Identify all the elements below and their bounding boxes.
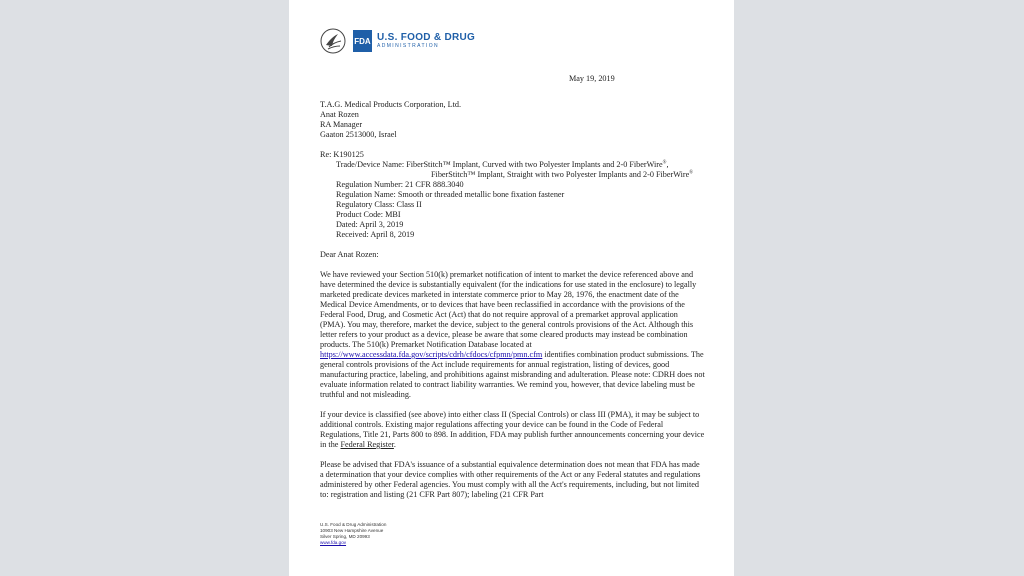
- letter-date: May 19, 2019: [569, 74, 615, 83]
- paragraph-3: Please be advised that FDA's issuance of a substantial equivalence determination does not mean that FDA has made a determination that your device complies with other requirements of the Act or any Federal statutes and regulations administered by other Federal agencies. You must comply with all the Act's requirements, including, but not limited to: registration and listing (21 CFR Part 807); labeling (21 CFR Part: [320, 460, 701, 499]
- fda-website-link[interactable]: www.fda.gov: [320, 540, 347, 545]
- letter-footer: [320, 522, 386, 546]
- detail-line: Regulatory Class: Class II: [336, 200, 422, 209]
- agency-name-top: U.S. FOOD & DRUG: [377, 32, 476, 43]
- address-line: T.A.G. Medical Products Corporation, Ltd.: [320, 100, 462, 109]
- paragraph-2: If your device is classified (see above) into either class II (Special Controls) or class III (PMA), it may be subject to additional controls. Existing major regulations affecting your device can be found in the Code of Federal Regulations, Title 21, Parts 800 to 898. In addition, FDA may publish further announcements concerning your device in the Federal Register.: [320, 410, 705, 449]
- reg-mark: ®: [662, 160, 667, 166]
- detail-line: Regulation Name: Smooth or threaded metallic bone fixation fastener: [336, 190, 565, 199]
- detail-line: Received: April 8, 2019: [336, 230, 415, 239]
- reg-mark: ®: [689, 170, 694, 176]
- fda-logo: [320, 28, 475, 54]
- agency-name-bottom: ADMINISTRATION: [377, 43, 440, 49]
- agency-name: [377, 32, 475, 50]
- footer-line: Silver Spring, MD 20993: [320, 534, 370, 539]
- hhs-eagle-icon: [320, 28, 346, 54]
- letter-page: [289, 0, 734, 576]
- address-line: Gaaton 2513000, Israel: [320, 130, 397, 139]
- re-line: Re: K190125: [320, 150, 364, 159]
- federal-register-link[interactable]: Federal Register: [340, 440, 394, 449]
- address-line: RA Manager: [320, 120, 363, 129]
- detail-line: Dated: April 3, 2019: [336, 220, 404, 229]
- recipient-address: [320, 100, 705, 140]
- address-line: Anat Rozen: [320, 110, 359, 119]
- footer-line: 10903 New Hampshire Avenue: [320, 528, 384, 533]
- detail-line: Regulation Number: 21 CFR 888.3040: [336, 180, 464, 189]
- trade-name-line-1: Trade/Device Name: FiberStitch™ Implant, Curved with two Polyester Implants and 2-0 FiberWire®,: [336, 160, 669, 169]
- trade-name-2: FiberStitch™ Implant, Straight with two Polyester Implants and 2-0 FiberWire: [431, 170, 690, 179]
- paragraph-1: We have reviewed your Section 510(k) premarket notification of intent to market the device referenced above and have determined the device is substantially equivalent (for the indications for use stated in the enclosure) to legally marketed predicate devices marketed in interstate commerce prior to May 28, 1976, the enactment date of the Medical Device Amendments, or to devices that have been reclassified in accordance with the provisions of the Federal Food, Drug, and Cosmetic Act (Act) that do not require approval of a premarket approval application (PMA). You may, therefore, market the device, subject to the general controls provisions of the Act. Although this letter refers to your product as a device, please be aware that some cleared products may instead be combination products. The 510(k) Premarket Notification Database located at https://www.accessdata.fda.gov/scripts/cdrh/cfdocs/cfpmn/pmn.cfm identifies combination product submissions. The general controls provisions of the Act include requirements for annual registration, listing of devices, good manufacturing practice, labeling, and prohibitions against misbranding and adulteration. Please note: CDRH does not evaluate information related to contract liability warranties. We remind you, however, that device labeling must be truthful and not misleading.: [320, 270, 705, 399]
- trade-name-1: FiberStitch™ Implant, Curved with two Polyester Implants and 2-0 FiberWire: [406, 160, 663, 169]
- letter-body: [320, 100, 705, 500]
- pmn-database-link[interactable]: https://www.accessdata.fda.gov/scripts/cdrh/cfdocs/cfpmn/pmn.cfm: [320, 350, 543, 359]
- device-details: [320, 160, 705, 240]
- footer-line: U.S. Food & Drug Administration: [320, 522, 387, 527]
- detail-line: Product Code: MBI: [336, 210, 401, 219]
- fda-mark: FDA: [353, 30, 372, 52]
- trade-label: Trade/Device Name:: [336, 160, 405, 169]
- trade-name-line-2: [336, 170, 705, 180]
- salutation: Dear Anat Rozen:: [320, 250, 379, 259]
